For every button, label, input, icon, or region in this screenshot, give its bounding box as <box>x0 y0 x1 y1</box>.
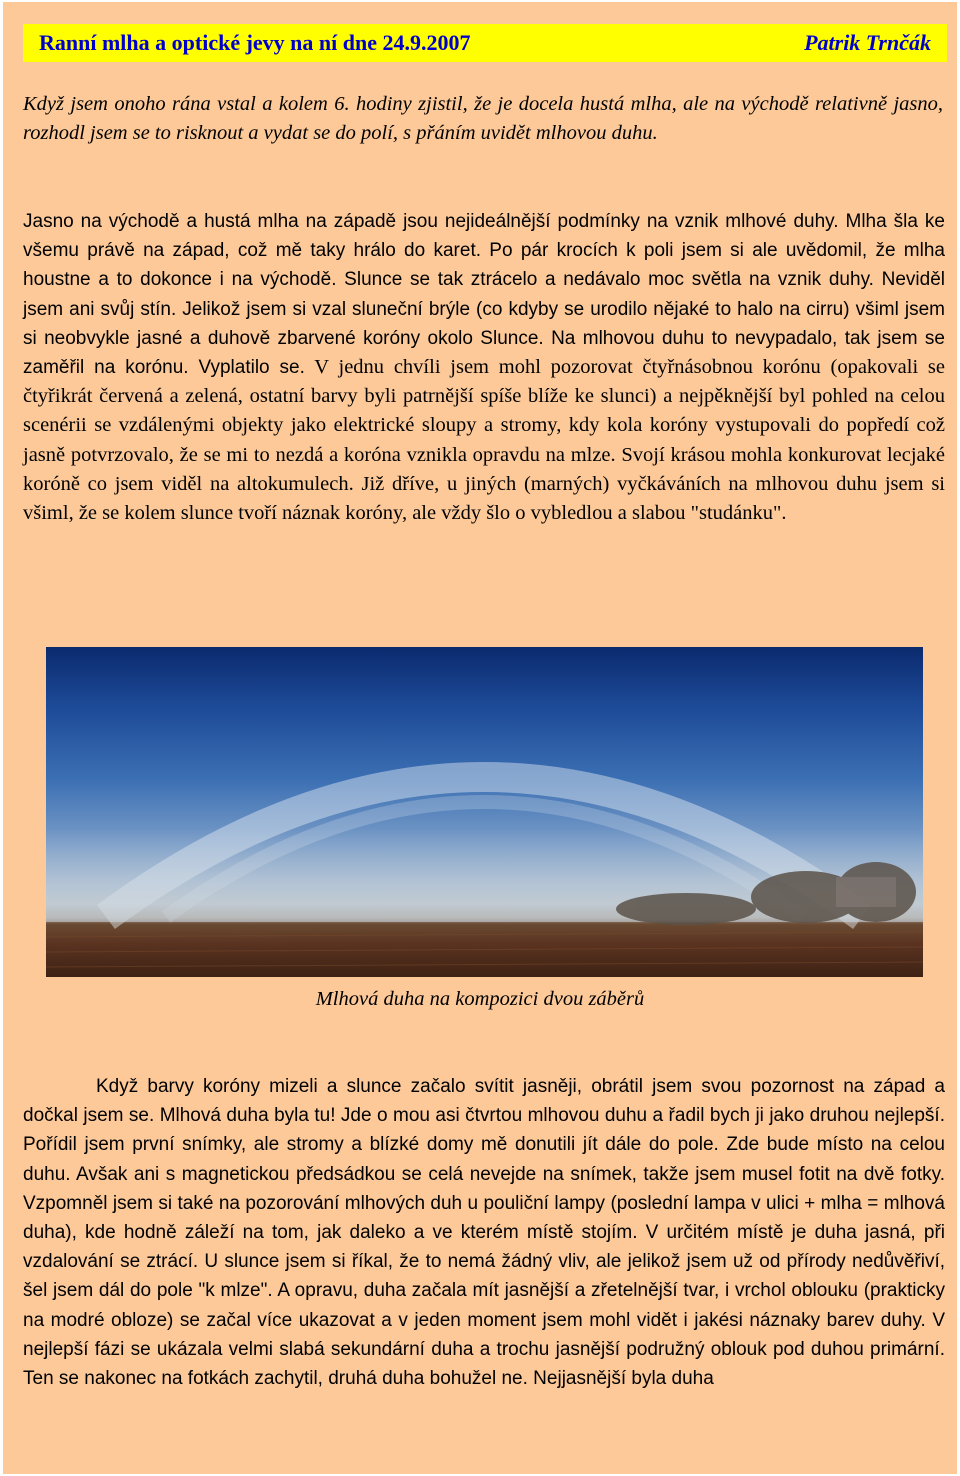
title-bar <box>23 24 947 62</box>
paragraph-1-sans-text: Jasno na východě a hustá mlha na západě jsou nejideálnější podmínky na vznik mlhové duhy. Mlha šla ke všemu právě na západ, což mě taky hrálo do karet. Po pár krocích k poli jsem si ale uvědomil, že mlha houstne a to dokonce i na východě. Slunce se tak ztrácelo a nedávalo moc světla na vznik duhy. Neviděl jsem ani svůj stín. Jelikož jsem si vzal sluneční brýle (co kdyby se urodilo nějaké to halo na cirru) všiml jsem si neobvykle jasné a duhově zbarvené koróny okolo Slunce. Na mlhovou duhu to nevypadalo, tak jsem se zaměřil na korónu. Vyplatilo se. <box>23 211 945 379</box>
fogbow-photo-illustration <box>46 647 923 977</box>
paragraph-1-serif-text: V jednu chvíli jsem mohl pozorovat čtyřnásobnou korónu (opakovali se čtyřikrát červená a zelená, ostatní barvy byli patrnější spíše blíže ke slunci) a nejpěknější byl pohled na celou scenérii se vzdálenými objekty jako elektrické sloupy a stromy, kdy kola koróny vystupovali do popředí což jasně potvrzovalo, že se mi to nezdá a koróna vznikla opravdu na mlze. Svojí krásou mohla konkurovat lecjaké koróně co jsem viděl na altokumulech. Již dříve, u jiných (marných) vyčkáváních na mlhovou duhu jsem si všiml, že se kolem slunce tvoří náznak koróny, ale vždy šlo o vybledlou a slabou "studánku". <box>23 356 946 525</box>
field-furrows <box>46 932 923 967</box>
fogbow-photo <box>46 647 923 977</box>
photo-caption: Mlhová duha na kompozici dvou záběrů <box>315 988 645 1010</box>
article-author: Patrik Trnčák <box>804 30 931 55</box>
intro-paragraph: Když jsem onoho rána vstal a kolem 6. hodiny zjistil, že je docela hustá mlha, ale na východě relativně jasno, rozhodl jsem se to risknout a vydat se do polí, s přáním uvidět mlhovou duhu. <box>23 93 943 144</box>
document-sheet <box>3 2 957 1474</box>
article-title: Ranní mlha a optické jevy na ní dne 24.9.2007 <box>39 30 471 55</box>
body-paragraph-1 <box>23 207 945 528</box>
body-paragraph-2: Když barvy koróny mizeli a slunce začalo svítit jasněji, obrátil jsem svou pozornost na západ a dočkal jsem se. Mlhová duha byla tu! Jde o mou asi čtvrtou mlhovou duhu a řadil bych ji jako druhou nejlepší. Pořídil jsem první snímky, ale stromy a blízké domy mě donutili jít dále do pole. Zde bude místo na celou duhu. Avšak ani s magnetickou předsádkou se celá nevejde na snímek, takže jsem musel fotit na dvě fotky. Vzpomněl jsem si také na pozorování mlhových duh u pouliční lampy (poslední lampa v ulici + mlha = mlhová duha), kde hodně záleží na tom, jak daleko a ve kterém místě stojím. V určitém místě je duha jasná, při vzdalování se ztrácí. U slunce jsem si říkal, že to nemá žádný vliv, ale jelikož jsem už od přírody nedůvěřiví, šel jsem dál do pole "k mlze". A opravu, duha začala mít jasnější a zřetelnější tvar, i vrchol oblouku (prakticky na modré obloze) se začal více ukazovat a v jeden moment jsem mohl vidět i jakési náznaky barev duhy. V nejlepší fázi se ukázala velmi slabá sekundární duha a trochu jasnější podružný oblouk pod duhou primární. Ten se nakonec na fotkách zachytil, druhá duha bohužel ne. Nejjasnější byla duha <box>23 1076 945 1390</box>
